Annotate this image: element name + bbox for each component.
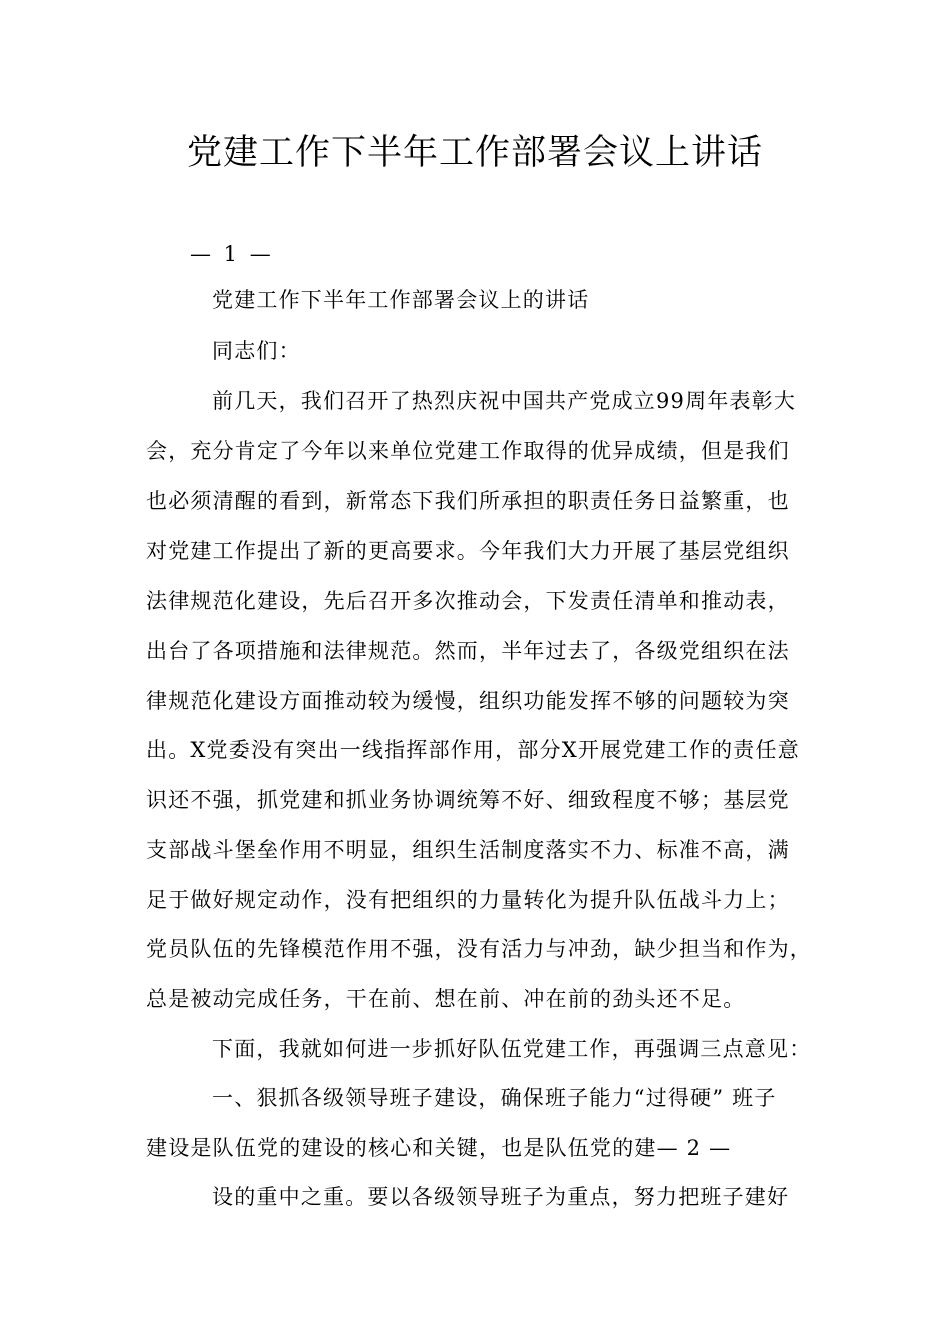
speech-subtitle: 党建工作下半年工作部署会议上的讲话: [212, 288, 590, 312]
body-line: 支部战斗堡垒作用不明显，组织生活制度落实不力、标准不高，满: [146, 838, 790, 862]
body-line: 对党建工作提出了新的更高要求。今年我们大力开展了基层党组织: [146, 539, 790, 563]
body-line: 出台了各项措施和法律规范。然而，半年过去了，各级党组织在法: [146, 639, 790, 663]
body-line: 法律规范化建设，先后召开多次推动会，下发责任清单和推动表，: [146, 589, 790, 613]
body-line: 律规范化建设方面推动较为缓慢，组织功能发挥不够的问题较为突: [146, 689, 790, 713]
body-line: 设的重中之重。要以各级领导班子为重点，努力把班子建好: [212, 1185, 790, 1209]
document-title: 党建工作下半年工作部署会议上讲话: [186, 133, 763, 173]
greeting: 同志们：: [212, 339, 301, 363]
body-line: 足于做好规定动作，没有把组织的力量转化为提升队伍战斗力上；: [146, 888, 790, 912]
body-line: 下面，我就如何进一步抓好队伍党建工作，再强调三点意见：: [212, 1037, 812, 1061]
body-line: 党员队伍的先锋模范作用不强，没有活力与冲劲，缺少担当和作为，: [146, 937, 812, 961]
body-line: 前几天，我们召开了热烈庆祝中国共产党成立99周年表彰大: [212, 389, 797, 413]
body-line: 会，充分肯定了今年以来单位党建工作取得的优异成绩，但是我们: [146, 439, 790, 463]
page-number-marker: — 1 —: [190, 242, 274, 266]
body-line: 也必须清醒的看到，新常态下我们所承担的职责任务日益繁重，也: [146, 489, 790, 513]
body-line: 识还不强，抓党建和抓业务协调统筹不好、细致程度不够；基层党: [146, 788, 790, 812]
body-line: 建设是队伍党的建设的核心和关键，也是队伍党的建— 2 —: [146, 1136, 732, 1160]
body-line: 出。X党委没有突出一线指挥部作用，部分X开展党建工作的责任意: [146, 738, 800, 762]
section-heading-line: 一、狠抓各级领导班子建设，确保班子能力“过得硬” 班子: [212, 1086, 777, 1110]
body-line: 总是被动完成任务，干在前、想在前、冲在前的劲头还不足。: [146, 987, 746, 1011]
